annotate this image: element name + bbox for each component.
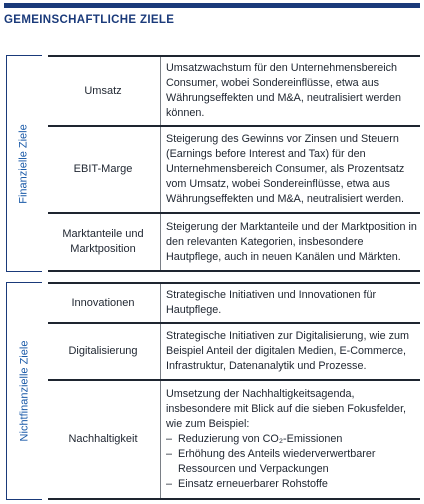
column-divider: [160, 127, 161, 212]
row-text: Steigerung des Gewinns vor Zinsen und Steuern (Earnings before Interest and Tax) für den Unternehmensbereich Consumer, als Prozentsatz vom Umsatz, wobei Sondereinflüsse, etwa aus Währungseffekten und M&A, neutralisiert werden.: [166, 133, 405, 205]
page-title: GEMEINSCHAFTLICHE ZIELE: [4, 14, 175, 26]
top-rule: [4, 3, 420, 8]
row-key: Umsatz: [84, 84, 122, 97]
row-text: Steigerung der Marktanteile und der Marktposition in den relevanten Kategorien, insbesondere Hautpflege, auch in neuen Kanälen und Märkten.: [166, 220, 417, 263]
row-text: Umsatzwachstum für den Unternehmensbereich Consumer, wobei Sondereinflüsse, etwa aus Währungseffekten und M&A, neutralisiert werden können.: [166, 62, 402, 119]
row-text: Strategische Initiativen zur Digitalisierung, wie zum Beispiel Anteil der digitalen Medien, E-Commerce, Infrastruktur, Datenanalytik und Prozesse.: [166, 330, 410, 372]
row-key: EBIT-Marge: [73, 163, 133, 175]
column-divider: [160, 214, 161, 270]
bullet-list: [166, 432, 418, 492]
table-row-nachhaltigkeit: [48, 381, 420, 500]
row-key: Digitalisierung: [68, 345, 138, 357]
column-divider: [160, 381, 161, 498]
section-label: Finanzielle Ziele: [18, 123, 31, 204]
column-divider: [160, 284, 161, 322]
table-row-innovationen: [48, 282, 420, 324]
column-divider: [160, 324, 161, 379]
table-row-digitalisierung: [48, 324, 420, 381]
table-row-marktanteile: [48, 214, 420, 272]
row-key: Innovationen: [71, 296, 135, 309]
table-row-umsatz: [48, 55, 420, 127]
list-item: – Einsatz erneuerbarer Rohstoffe: [166, 477, 418, 492]
row-key: Marktanteile und Marktposition: [62, 228, 144, 255]
row-text: Umsetzung der Nachhaltigkeitsagenda, insbesondere mit Blick auf die sieben Fokusfelder, wie zum Beispiel:: [166, 388, 407, 430]
table-row-ebit-marge: [48, 127, 420, 214]
list-item: – Erhöhung des Anteils wiederverwertbarer Ressourcen und Verpackungen: [166, 447, 418, 477]
row-text: Strategische Initiativen und Innovationen für Hautpflege.: [166, 289, 377, 316]
section-financial-goals: [6, 55, 420, 272]
section-nonfinancial-goals: [6, 282, 420, 500]
row-key: Nachhaltigkeit: [68, 433, 138, 445]
section-label: Nichtfinanzielle Ziele: [18, 340, 31, 442]
list-item: – Reduzierung von CO₂-Emissionen: [166, 432, 418, 447]
column-divider: [160, 57, 161, 125]
